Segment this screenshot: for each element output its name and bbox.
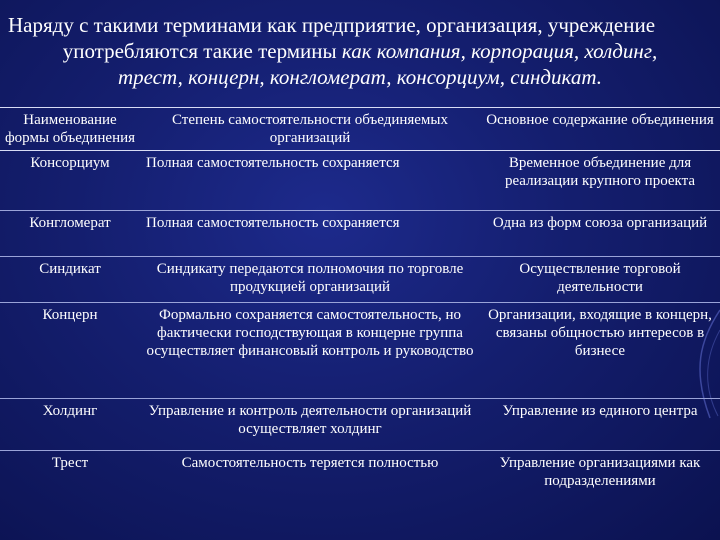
row-name: Конгломерат	[0, 211, 140, 257]
intro-line-2-italic: как компания, корпорация, холдинг,	[341, 39, 658, 63]
row-content: Организации, входящие в концерн, связаны общностью интересов в бизнесе	[480, 303, 720, 399]
row-content: Осуществление торговой деятельности	[480, 257, 720, 303]
table-row	[0, 151, 720, 211]
intro-line-2-plain: употребляются такие термины	[62, 39, 342, 63]
row-content: Временное объединение для реализации крупного проекта	[480, 151, 720, 211]
table-header	[0, 108, 720, 151]
association-forms-table	[0, 107, 720, 514]
table-row	[0, 257, 720, 303]
row-independence: Управление и контроль деятельности организаций осуществляет холдинг	[140, 399, 480, 451]
row-independence: Полная самостоятельность сохраняется	[140, 211, 480, 257]
row-independence: Формально сохраняется самостоятельность, но фактически господствующая в концерне группа осуществляет финансовый контроль и руководство	[140, 303, 480, 399]
row-content: Управление организациями как подразделениями	[499, 455, 701, 489]
row-independence: Синдикату передаются полномочия по торговле продукцией организаций	[140, 257, 480, 303]
intro-line-2	[0, 38, 720, 64]
header-row	[0, 108, 720, 151]
intro-text	[0, 12, 720, 90]
row-independence: Полная самостоятельность сохраняется	[140, 151, 480, 211]
table-row	[0, 451, 720, 515]
row-name: Концерн	[0, 303, 140, 399]
table-row	[0, 303, 720, 399]
row-name: Синдикат	[0, 257, 140, 303]
intro-line-1: Наряду с такими терминами как предприятие, организация, учреждение	[8, 13, 656, 37]
row-name: Консорциум	[0, 151, 140, 211]
intro-line-3-italic: трест, концерн, конгломерат, консорциум, синдикат.	[117, 65, 603, 89]
row-content: Одна из форм союза организаций	[480, 211, 720, 257]
row-content: Управление из единого центра	[480, 399, 720, 451]
header-form-name: Наименование формы объединения	[0, 108, 140, 151]
row-name: Трест	[51, 455, 89, 471]
table-row	[0, 399, 720, 451]
row-name: Холдинг	[0, 399, 140, 451]
intro-line-3	[0, 64, 720, 90]
header-independence: Степень самостоятельности объединяемых организаций	[140, 108, 480, 151]
row-independence: Самостоятельность теряется полностью	[181, 455, 439, 471]
table-body	[0, 151, 720, 515]
header-content: Основное содержание объединения	[480, 108, 720, 151]
table-row	[0, 211, 720, 257]
